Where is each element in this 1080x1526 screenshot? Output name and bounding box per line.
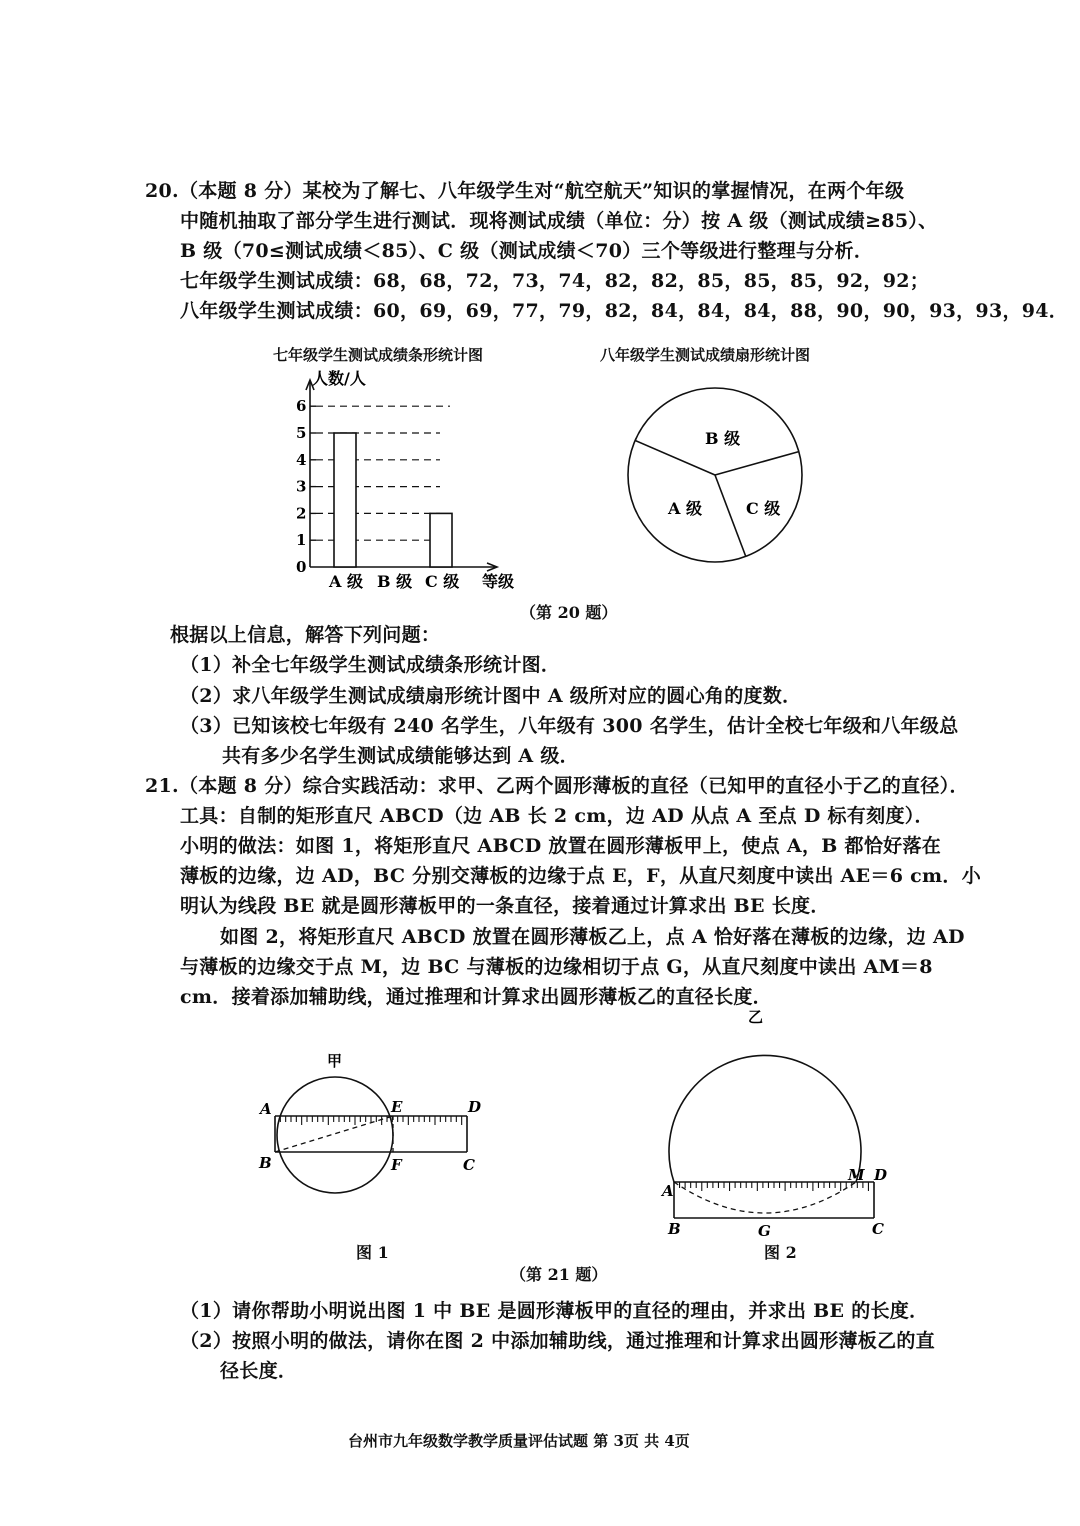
y-tick-label: 2	[296, 504, 307, 523]
figure-1	[255, 1040, 495, 1200]
y-axis-label: 人数/人	[312, 369, 366, 388]
pie-slice-label: C 级	[746, 499, 781, 518]
x-category-label: B 级	[377, 572, 413, 591]
q21-line-3: 小明的做法：如图 1，将矩形直尺 ABCD 放置在圆形薄板甲上，使点 A，B 都恰好落在	[180, 835, 942, 857]
q21-sub-1: （1）请你帮助小明说出图 1 中 BE 是圆形薄板甲的直径的理由，并求出 BE 的长度．	[180, 1300, 929, 1322]
figure-2	[660, 1000, 920, 1240]
q20-line-1: 20.（本题 8 分）某校为了解七、八年级学生对“航空航天”知识的掌握情况，在两个年级	[145, 180, 905, 202]
q20-line-3: B 级（70≤测试成绩＜85）、C 级（测试成绩＜70）三个等级进行整理与分析．	[180, 240, 874, 262]
fig2-point-a: A	[662, 1182, 674, 1200]
bar-chart	[285, 362, 525, 602]
q21-line-8: cm．接着添加辅助线，通过推理和计算求出圆形薄板乙的直径长度．	[180, 986, 772, 1008]
y-tick-label: 1	[296, 531, 307, 550]
fig2-point-m: M	[848, 1166, 865, 1184]
y-tick-label: 0	[296, 558, 307, 576]
q21-line-6: 如图 2，将矩形直尺 ABCD 放置在圆形薄板乙上，点 A 恰好落在薄板的边缘，边 AD	[220, 926, 965, 948]
circle-jia	[277, 1077, 393, 1193]
page-footer: 台州市九年级数学教学质量评估试题 第 3页 共 4页	[348, 1432, 690, 1450]
q20-sub-3: （3）已知该校七年级有 240 名学生，八年级有 300 名学生，估计全校七年级和八年级总	[180, 715, 959, 737]
bar-chart-title: 七年级学生测试成绩条形统计图	[273, 346, 484, 364]
y-tick-label: 6	[296, 397, 307, 416]
q20-caption: （第 20 题）	[520, 603, 618, 622]
fig2-point-c: C	[872, 1220, 884, 1238]
q21-caption: （第 21 题）	[510, 1265, 608, 1284]
q21-line-1: 21.（本题 8 分）综合实践活动：求甲、乙两个圆形薄板的直径（已知甲的直径小于乙的直径）．	[145, 775, 969, 797]
fig1-circle-label: 甲	[327, 1052, 343, 1070]
q20-sub-2: （2）求八年级学生测试成绩扇形统计图中 A 级所对应的圆心角的度数．	[180, 685, 802, 707]
fig2-point-g: G	[758, 1222, 771, 1240]
y-tick-label: 4	[296, 450, 307, 469]
fig1-point-e: E	[391, 1098, 403, 1116]
fig2-point-d: D	[874, 1166, 888, 1184]
q21-sub-3: 径长度．	[220, 1360, 298, 1382]
q21-line-4: 薄板的边缘，边 AD，BC 分别交薄板的边缘于点 E，F，从直尺刻度中读出 AE＝6 cm．小	[180, 865, 982, 887]
fig1-caption: 图 1	[356, 1243, 389, 1262]
x-category-label: A 级	[329, 572, 363, 591]
fig1-point-f: F	[391, 1156, 402, 1174]
q20-line-2: 中随机抽取了部分学生进行测试．现将测试成绩（单位：分）按 A 级（测试成绩≥85）、	[180, 210, 938, 232]
pie-chart-title: 八年级学生测试成绩扇形统计图	[600, 346, 811, 364]
pie-slice-label: B 级	[705, 429, 741, 448]
q21-sub-2: （2）按照小明的做法，请你在图 2 中添加辅助线，通过推理和计算求出圆形薄板乙的直	[180, 1330, 935, 1352]
pie-slice-label: A 级	[668, 499, 702, 518]
q20-line-4: 七年级学生测试成绩：68，68，72，73，74，82，82，85，85，85，92，92；	[180, 270, 930, 292]
q20-sub-intro: 根据以上信息，解答下列问题：	[170, 624, 441, 646]
fig1-point-d: D	[468, 1098, 482, 1116]
q20-line-5: 八年级学生测试成绩：60，69，69，77，79，82，84，84，84，88，90，90，93，93，94．	[180, 300, 1069, 322]
q20-sub-4: 共有多少名学生测试成绩能够达到 A 级．	[222, 745, 579, 767]
y-tick-label: 5	[296, 424, 307, 442]
bar	[334, 433, 356, 567]
y-tick-label: 3	[296, 477, 307, 496]
x-category-label: C 级	[425, 572, 460, 591]
fig1-point-c: C	[463, 1156, 475, 1174]
circle-yi	[669, 1055, 861, 1182]
fig2-caption: 图 2	[764, 1243, 797, 1262]
q21-line-2: 工具：自制的矩形直尺 ABCD（边 AB 长 2 cm，边 AD 从点 A 至点 D 标有刻度）．	[180, 805, 934, 827]
fig1-point-b: B	[259, 1154, 272, 1172]
bar	[430, 513, 452, 567]
fig2-circle-label: 乙	[748, 1008, 764, 1026]
fig2-point-b: B	[668, 1220, 681, 1238]
x-axis-label: 等级	[482, 572, 515, 591]
fig1-point-a: A	[260, 1100, 272, 1118]
q20-sub-1: （1）补全七年级学生测试成绩条形统计图．	[180, 654, 561, 676]
q21-line-5: 明认为线段 BE 就是圆形薄板甲的一条直径，接着通过计算求出 BE 长度．	[180, 895, 830, 917]
pie-chart	[628, 388, 828, 548]
q21-line-7: 与薄板的边缘交于点 M，边 BC 与薄板的边缘相切于点 G，从直尺刻度中读出 AM＝8	[180, 956, 933, 978]
